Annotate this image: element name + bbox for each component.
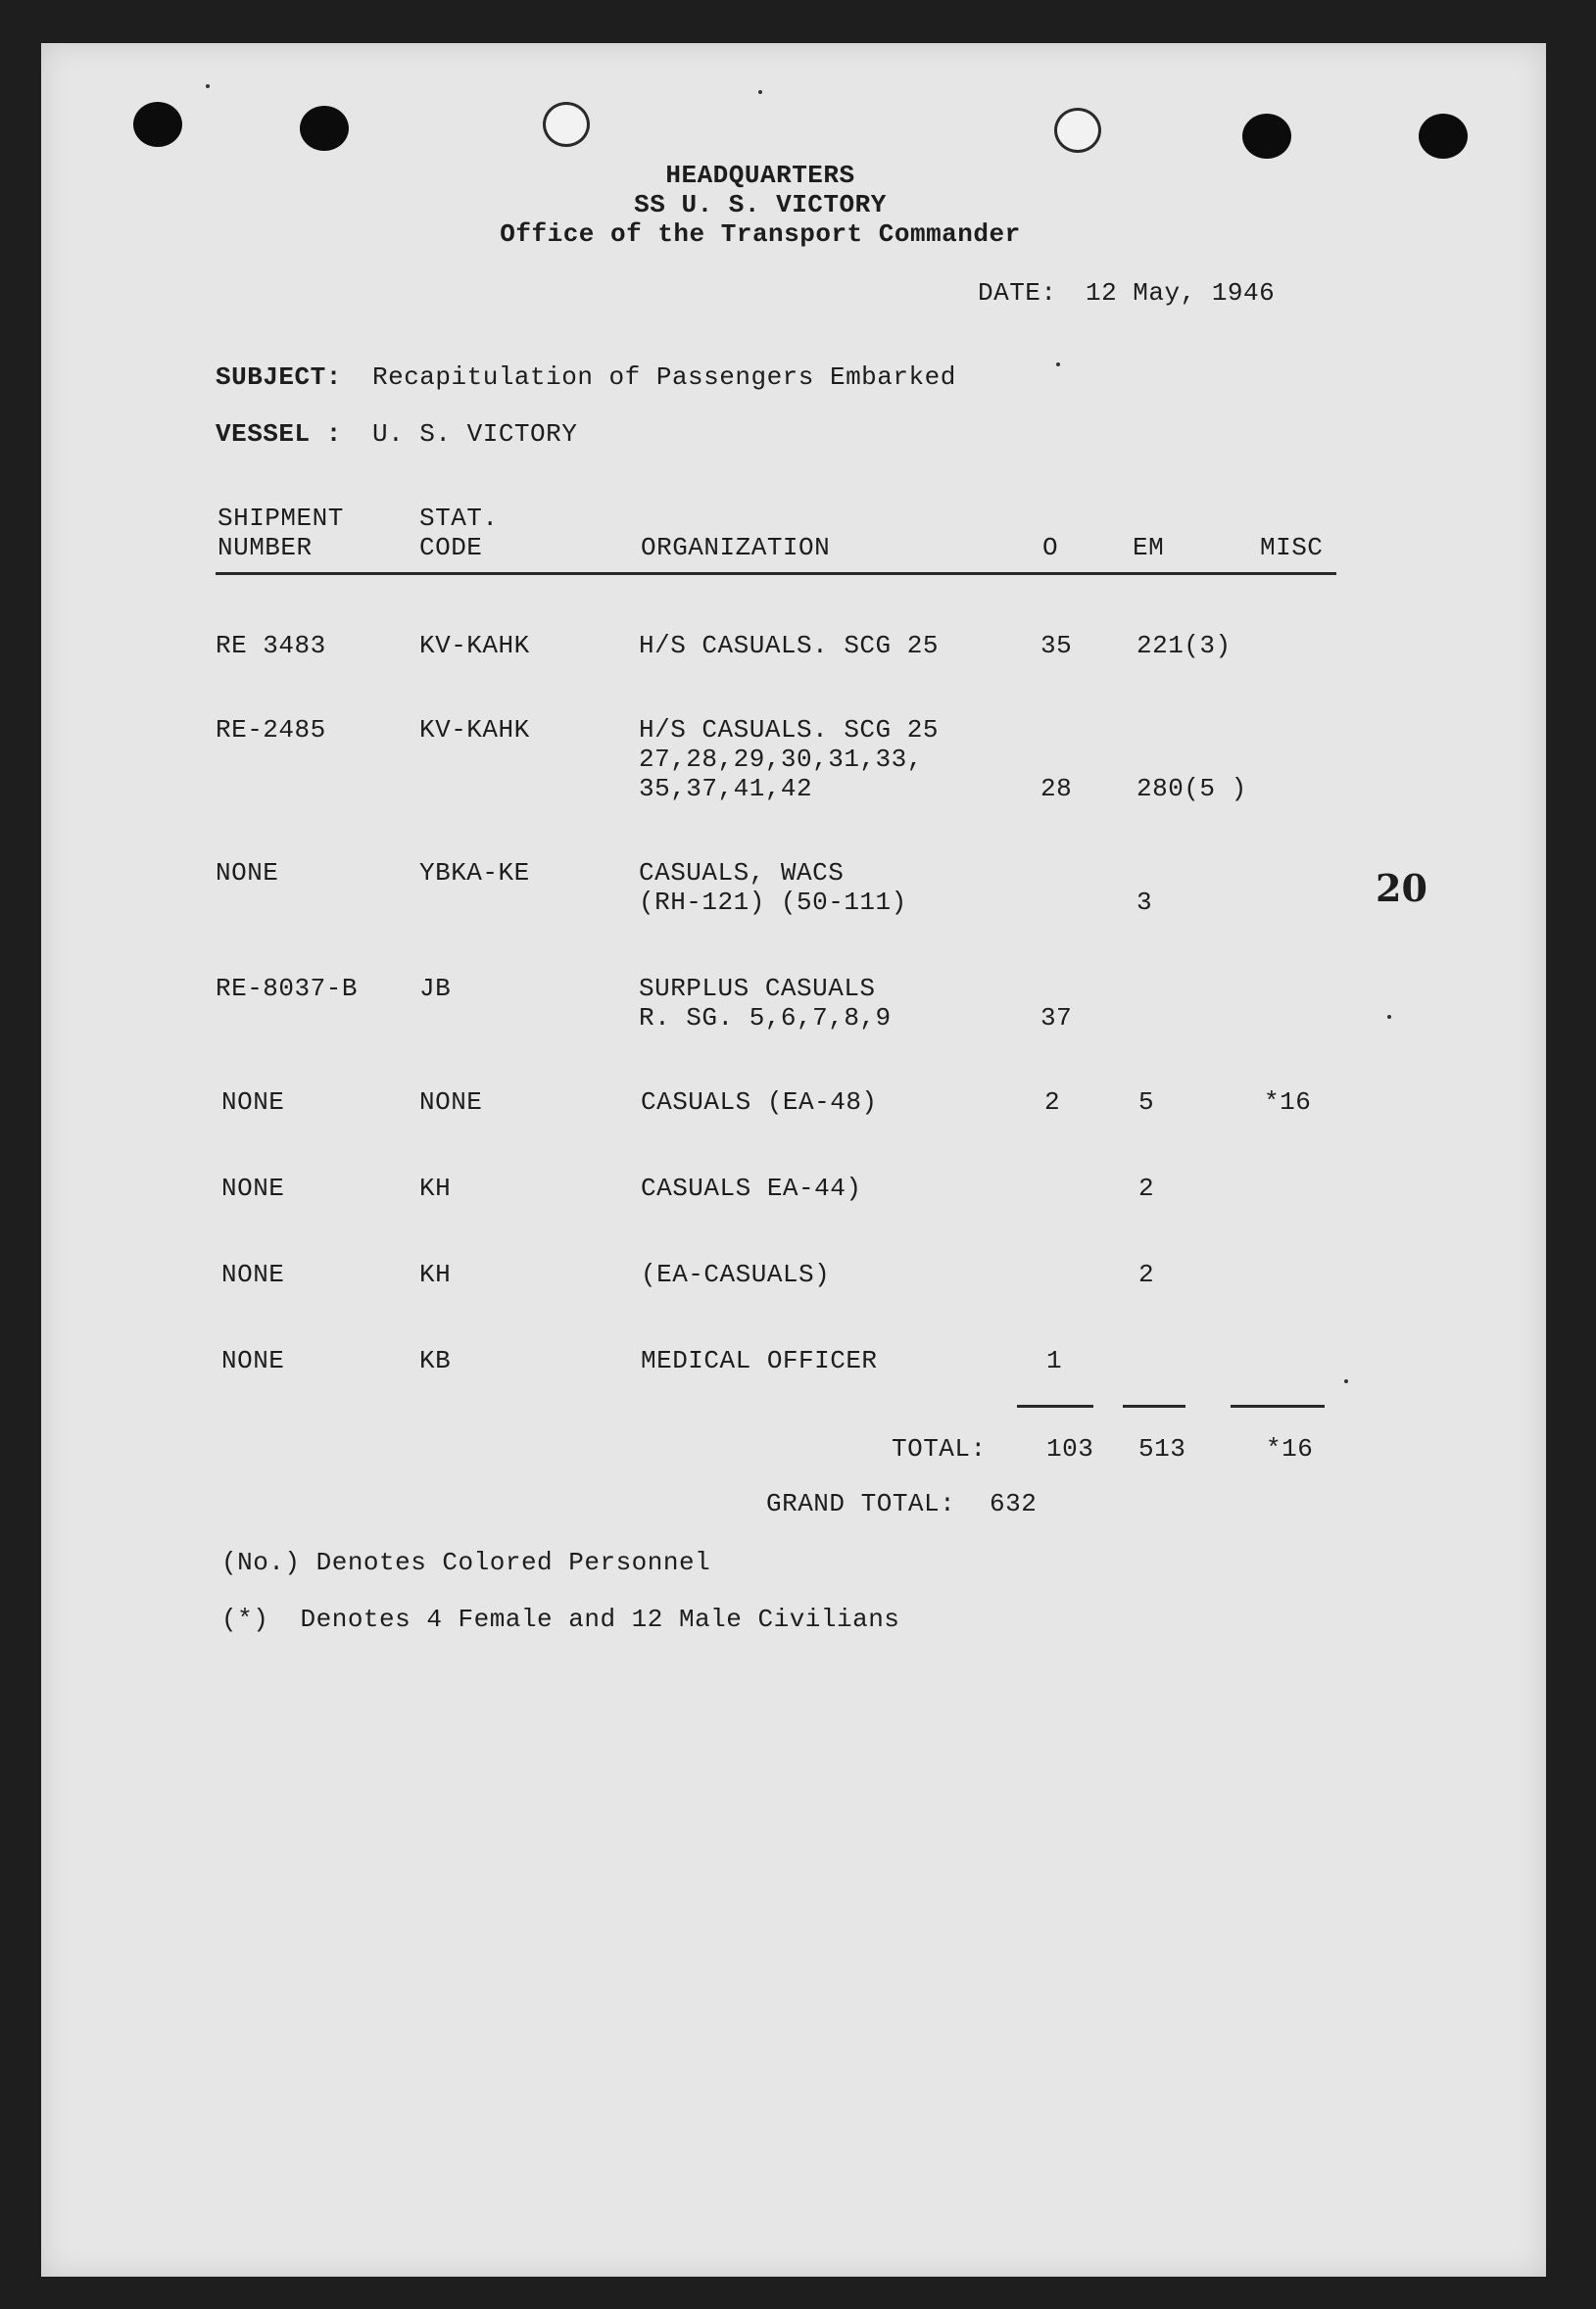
vessel-value: U. S. VICTORY: [372, 419, 578, 449]
total-rule-em: [1123, 1405, 1185, 1408]
row2-organization: H/S CASUALS. SCG 25 27,28,29,30,31,33, 35,37,41,42: [639, 715, 939, 803]
row3-stat-code: YBKA-KE: [419, 858, 530, 888]
row7-stat-code: KH: [419, 1260, 452, 1289]
header-rule: [216, 572, 1336, 575]
row4-shipment: RE-8037-B: [216, 974, 358, 1003]
row6-shipment: NONE: [221, 1174, 285, 1203]
row3-organization: CASUALS, WACS (RH-121) (50-111): [639, 858, 907, 917]
row2-em: 280(5 ): [1137, 774, 1247, 803]
document-page: [41, 43, 1546, 2277]
row8-stat-code: KB: [419, 1346, 452, 1375]
punch-hole: [543, 102, 590, 147]
subject-value: Recapitulation of Passengers Embarked: [372, 362, 956, 392]
col-header-stat-code: STAT. CODE: [419, 504, 499, 562]
row5-stat-code: NONE: [419, 1087, 483, 1117]
col-header-organization: ORGANIZATION: [641, 533, 831, 562]
row8-o: 1: [1046, 1346, 1063, 1375]
total-o: 103: [1046, 1434, 1094, 1464]
col-header-em: EM: [1133, 533, 1165, 562]
row4-organization: SURPLUS CASUALS R. SG. 5,6,7,8,9: [639, 974, 892, 1033]
col-header-o: O: [1042, 533, 1059, 562]
row7-organization: (EA-CASUALS): [641, 1260, 831, 1289]
row2-o: 28: [1040, 774, 1073, 803]
row1-stat-code: KV-KAHK: [419, 631, 530, 660]
subject-label: SUBJECT:: [216, 362, 342, 392]
row6-em: 2: [1138, 1174, 1155, 1203]
row4-o: 37: [1040, 1003, 1073, 1033]
note-colored-personnel: (No.) Denotes Colored Personnel: [221, 1548, 711, 1577]
date-value: 12 May, 1946: [1086, 278, 1276, 308]
grand-total-label: GRAND TOTAL:: [766, 1489, 956, 1518]
total-label: TOTAL:: [892, 1434, 987, 1464]
row2-shipment: RE-2485: [216, 715, 326, 745]
row2-stat-code: KV-KAHK: [419, 715, 530, 745]
row5-misc: *16: [1264, 1087, 1312, 1117]
punch-hole: [1419, 114, 1468, 159]
row1-o: 35: [1040, 631, 1073, 660]
grand-total-value: 632: [990, 1489, 1038, 1518]
punch-hole: [133, 102, 182, 147]
header-line1: HEADQUARTERS: [665, 161, 855, 190]
row6-organization: CASUALS EA-44): [641, 1174, 862, 1203]
header-line3: Office of the Transport Commander: [500, 219, 1021, 249]
row8-shipment: NONE: [221, 1346, 285, 1375]
total-rule-o: [1017, 1405, 1093, 1408]
row1-shipment: RE 3483: [216, 631, 326, 660]
row4-stat-code: JB: [419, 974, 452, 1003]
punch-hole: [1054, 108, 1101, 153]
row3-em: 3: [1137, 888, 1153, 917]
row5-shipment: NONE: [221, 1087, 285, 1117]
row1-organization: H/S CASUALS. SCG 25: [639, 631, 939, 660]
total-rule-misc: [1231, 1405, 1325, 1408]
col-header-misc: MISC: [1260, 533, 1324, 562]
punch-hole: [300, 106, 349, 151]
col-header-shipment: SHIPMENT NUMBER: [218, 504, 344, 562]
row6-stat-code: KH: [419, 1174, 452, 1203]
row5-o: 2: [1044, 1087, 1061, 1117]
row1-em: 221(3): [1137, 631, 1232, 660]
punch-hole: [1242, 114, 1291, 159]
total-em: 513: [1138, 1434, 1186, 1464]
date-label: DATE:: [978, 278, 1057, 308]
page-number: 20: [1376, 866, 1427, 910]
note-civilians: (*) Denotes 4 Female and 12 Male Civilians: [221, 1605, 900, 1634]
row7-shipment: NONE: [221, 1260, 285, 1289]
row7-em: 2: [1138, 1260, 1155, 1289]
vessel-label: VESSEL :: [216, 419, 342, 449]
row8-organization: MEDICAL OFFICER: [641, 1346, 878, 1375]
row3-shipment: NONE: [216, 858, 279, 888]
row5-organization: CASUALS (EA-48): [641, 1087, 878, 1117]
row5-em: 5: [1138, 1087, 1155, 1117]
total-misc: *16: [1266, 1434, 1314, 1464]
header-line2: SS U. S. VICTORY: [634, 190, 887, 219]
